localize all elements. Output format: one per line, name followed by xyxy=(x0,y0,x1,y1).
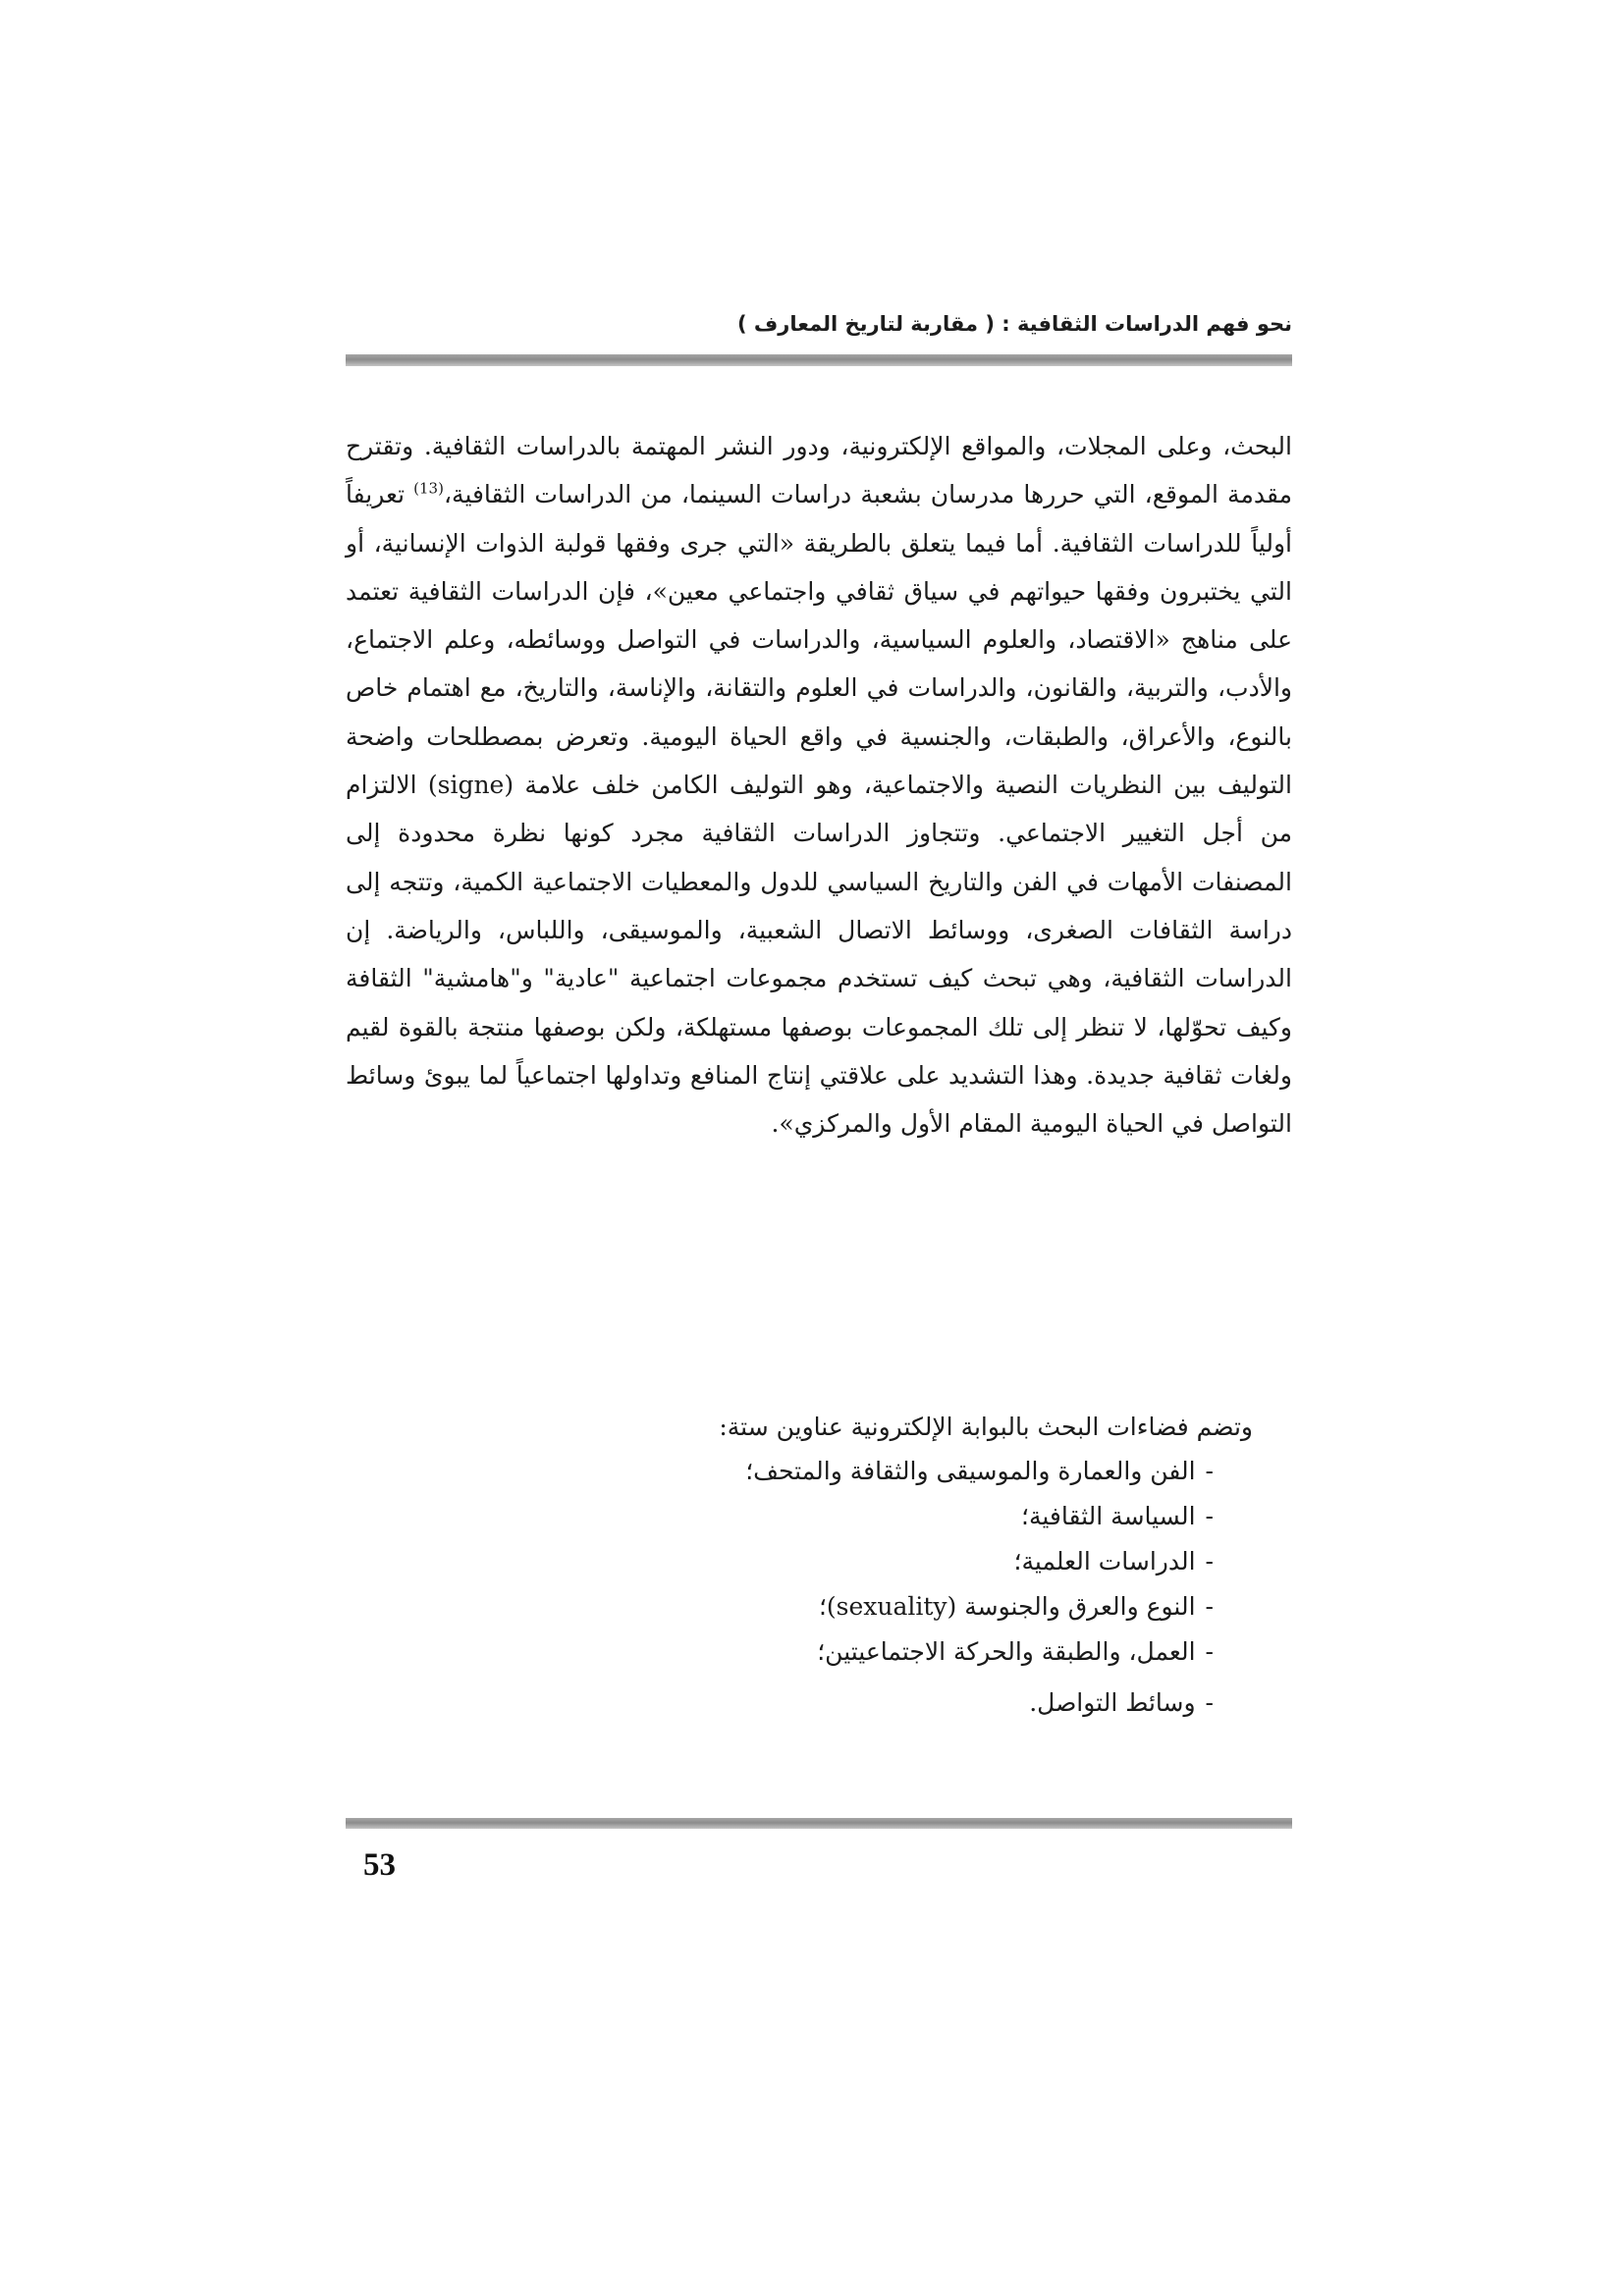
list-dash: - xyxy=(1205,1547,1214,1575)
list-item xyxy=(346,1681,1214,1726)
text-after-note: تعريفاً أولياً للدراسات الثقافية. أما فيما يتعلق بالطريقة «التي جرى وفقها قولبة الذوات الإنسانية، أو التي يختبرون وفقها حيواتهم في سياق ثقافي واجتماعي معين»، فإن الدراسات الثقافية تعتمد على مناهج «الاقتصاد، والعلوم السياسية، والدراسات في التواصل ووسائطه، وعلم الاجتماع، والأدب، والتربية، والقانون، والدراسات في العلوم والتقانة، والإناسة، والتاريخ، مع اهتمام خاص بالنوع، والأعراق، والطبقات، والجنسية في واقع الحياة اليومية. وتعرض بمصطلحات واضحة التوليف بين النظريات النصية والاجتماعية، وهو التوليف الكامن خلف علامة (signe) الالتزام من أجل التغيير الاجتماعي. وتتجاوز الدراسات الثقافية مجرد كونها نظرة محدودة إلى المصنفات الأمهات في الفن والتاريخ السياسي للدول والمعطيات الاجتماعية الكمية، وتتجه إلى دراسة الثقافات الصغرى، ووسائط الاتصال الشعبية، والموسيقى، واللباس، والرياضة. إن الدراسات الثقافية، وهي تبحث كيف تستخدم مجموعات اجتماعية "عادية" و"هامشية" الثقافة وكيف تحوّلها، لا تنظر إلى تلك المجموعات بوصفها مستهلكة، ولكن بوصفها منتجة بالقوة لقيم ولغات ثقافية جديدة. وهذا التشديد على علاقتي إنتاج المنافع وتداولها اجتماعياً لما يبوئ وسائط التواصل في الحياة اليومية المقام الأول والمركزي». xyxy=(346,480,1292,1139)
list-dash: - xyxy=(1205,1457,1214,1485)
list-item xyxy=(346,1449,1214,1494)
list-item-text: الدراسات العلمية؛ xyxy=(1013,1547,1196,1575)
body-paragraph xyxy=(346,422,1292,1148)
list-item xyxy=(346,1629,1214,1675)
list-dash: - xyxy=(1205,1688,1214,1717)
footnote-reference[interactable]: (13) xyxy=(413,479,444,498)
list-item-text: السياسة الثقافية؛ xyxy=(1021,1502,1196,1530)
text-before-note: البحث، وعلى المجلات، والمواقع الإلكترونية، ودور النشر المهتمة بالدراسات الثقافية. وتقترح مقدمة الموقع، التي حررها مدرسان بشعبة دراسات السينما، من الدراسات الثقافية، xyxy=(346,432,1293,509)
list-item-text: وسائط التواصل. xyxy=(1029,1688,1196,1717)
list-intro: وتضم فضاءات البحث بالبوابة الإلكترونية عناوين ستة: xyxy=(719,1413,1253,1441)
topic-list xyxy=(346,1449,1292,1726)
list-dash: - xyxy=(1205,1637,1214,1666)
list-dash: - xyxy=(1205,1502,1214,1530)
running-header: نحو فهم الدراسات الثقافية : ( مقاربة لتاريخ المعارف ) xyxy=(736,312,1292,336)
page-number: 53 xyxy=(363,1847,396,1883)
list-item xyxy=(346,1539,1214,1584)
footer-rule xyxy=(346,1818,1292,1829)
paragraph-text xyxy=(346,422,1292,1148)
header-rule xyxy=(346,354,1292,366)
list-dash: - xyxy=(1205,1592,1214,1621)
list-item-text: الفن والعمارة والموسيقى والثقافة والمتحف؛ xyxy=(745,1457,1196,1485)
list-item xyxy=(346,1584,1214,1629)
list-item xyxy=(346,1494,1214,1539)
list-item-text: النوع والعرق والجنوسة (sexuality)؛ xyxy=(818,1592,1196,1621)
list-item-text: العمل، والطبقة والحركة الاجتماعيتين؛ xyxy=(817,1637,1196,1666)
